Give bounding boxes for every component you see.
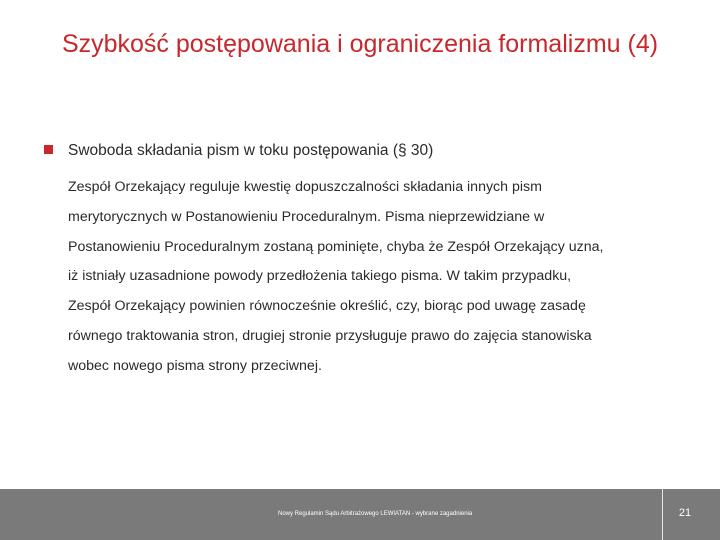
footer-bar — [0, 489, 720, 540]
body-line: wobec nowego pisma strony przeciwnej. — [68, 357, 322, 374]
body-line: merytorycznych w Postanowieniu Proceduralnym. Pisma nieprzewidziane w — [68, 208, 545, 225]
bullet-item — [44, 139, 684, 163]
body-paragraph — [68, 173, 698, 382]
body-line: iż istniały uzasadnione powody przedłożenia takiego pisma. W takim przypadku, — [68, 268, 572, 285]
page-number: 21 — [678, 507, 692, 519]
bullet-square-icon — [44, 145, 53, 154]
footer-caption: Nowy Regulamin Sądu Arbitrażowego LEWIATAN - wybrane zagadnienia — [278, 511, 473, 517]
slide-title: Szybkość postępowania i ograniczenia formalizmu (4) — [61, 30, 659, 58]
body-line: równego traktowania stron, drugiej stronie przysługuje prawo do zajęcia stanowiska — [68, 327, 592, 344]
body-line: Postanowieniu Proceduralnym zostaną pominięte, chyba że Zespół Orzekający uzna, — [68, 238, 604, 255]
bullet-text: Swoboda składania pism w toku postępowania (§ 30) — [68, 142, 434, 159]
body-line: Zespół Orzekający reguluje kwestię dopuszczalności składania innych pism — [68, 179, 542, 195]
body-line: Zespół Orzekający powinien równocześnie określić, czy, biorąc pod uwagę zasadę — [68, 298, 586, 315]
